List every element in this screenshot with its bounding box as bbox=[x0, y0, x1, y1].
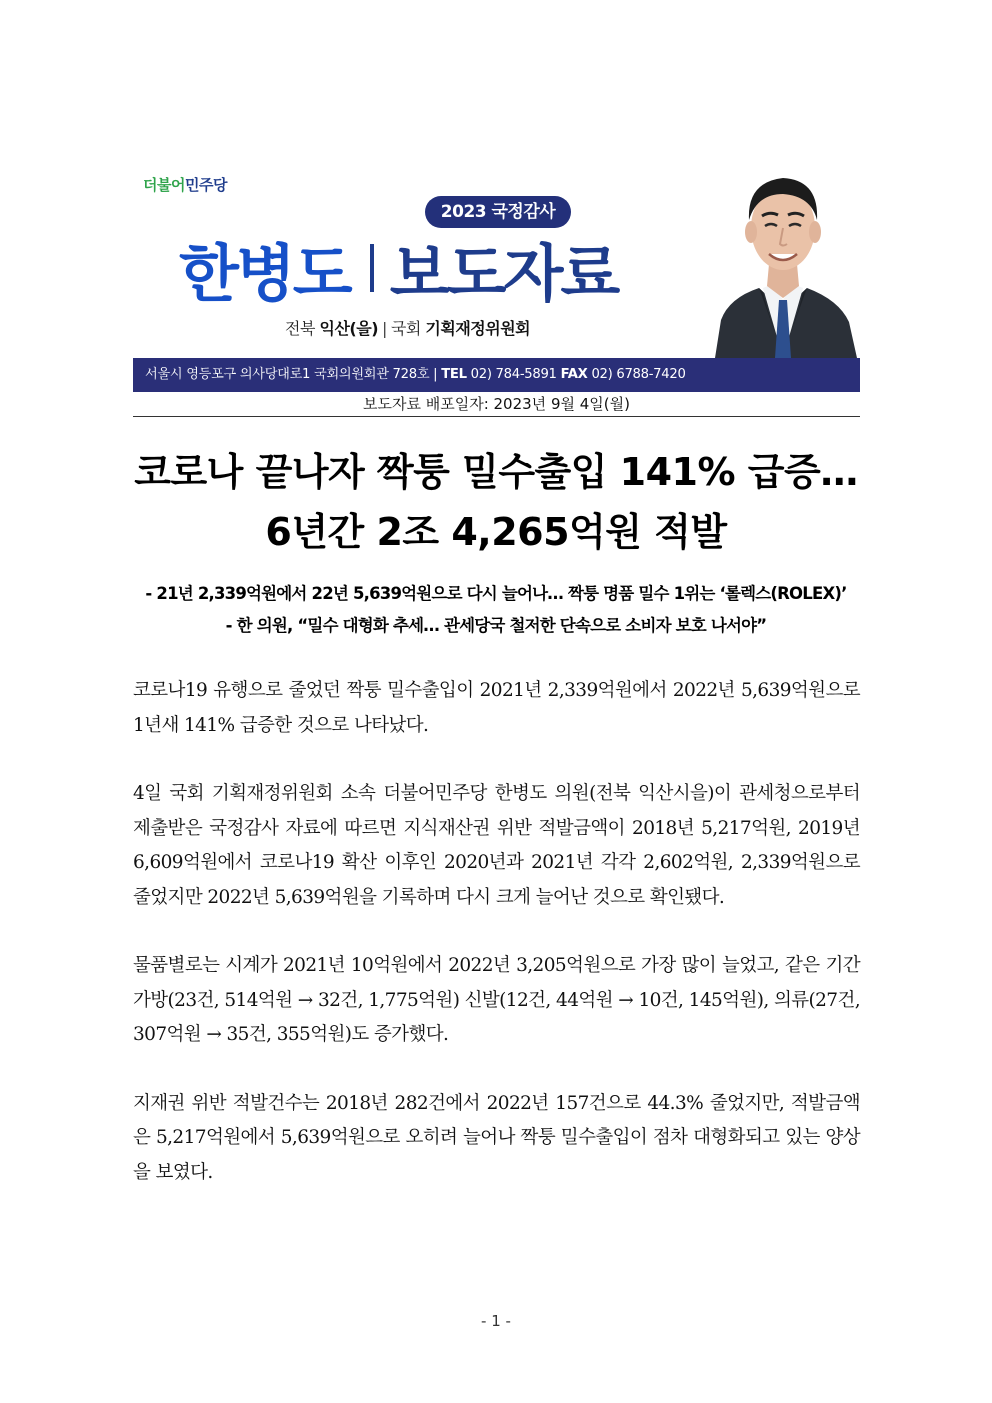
title-divider bbox=[370, 244, 374, 292]
release-date: 보도자료 배포일자: 2023년 9월 4일(월) bbox=[133, 392, 860, 417]
fax-number: 02) 6788-7420 bbox=[591, 367, 686, 382]
paragraph: 4일 국회 기획재정위원회 소속 더불어민주당 한병도 의원(전북 익산시을)이 관세청으로부터 제출받은 국정감사 자료에 따르면 지식재산권 위반 적발금액이 2018년 5,217억원, 2019년 6,609억원에서 코로나19 확산 이후인 2020년과 2021년 각각 2,602억원, 2,339억원으로 줄었지만 2022년 5,639억원을 기록하며 다시 크게 늘어난 것으로 확인됐다. bbox=[133, 783, 860, 908]
tel-number: 02) 784-5891 bbox=[470, 367, 557, 382]
party-logo: 더불어민주당 bbox=[143, 176, 227, 194]
paragraph: 지재권 위반 적발건수는 2018년 282건에서 2022년 157건으로 44.3% 줄었지만, 적발금액은 5,217억원에서 5,639억원으로 오히려 늘어나 짝퉁 밀수출입이 점차 대형화되고 있는 양상을 보였다. bbox=[133, 1092, 860, 1183]
headline-line-1: 코로나 끝나자 짝퉁 밀수출입 141% 급증… bbox=[134, 450, 858, 494]
paragraph: 코로나19 유행으로 줄었던 짝퉁 밀수출입이 2021년 2,339억원에서 2022년 5,639억원으로 1년새 141% 급증한 것으로 나타났다. bbox=[133, 680, 860, 736]
portrait-image bbox=[707, 160, 860, 358]
district: 익산(을) bbox=[319, 319, 379, 338]
doc-type-label: 보도자료 bbox=[389, 236, 618, 310]
office-address: 서울시 영등포구 의사당대로1 국회의원회관 728호 bbox=[145, 367, 430, 382]
committee: 기획재정위원회 bbox=[425, 319, 531, 338]
subheadings bbox=[110, 578, 882, 642]
district-committee: 전북 익산(을) | 국회 기획재정위원회 bbox=[285, 319, 531, 338]
article-body bbox=[133, 674, 860, 1224]
audit-badge: 2023 국정감사 bbox=[425, 196, 571, 228]
paragraph: 물품별로는 시계가 2021년 10억원에서 2022년 3,205억원으로 가장 많이 늘었고, 같은 기간 가방(23건, 514억원 → 32건, 1,775억원) 신발(12건, 44억원 → 10건, 145억원), 의류(27건, 307억원 → 35건, 355억원)도 증가했다. bbox=[133, 955, 860, 1045]
contact-bar: 서울시 영등포구 의사당대로1 국회의원회관 728호 | TEL 02) 784-5891 FAX 02) 6788-7420 bbox=[133, 358, 860, 392]
press-banner bbox=[133, 160, 860, 392]
lawmaker-name: 한병도 bbox=[179, 236, 350, 310]
headline-line-2: 6년간 2조 4,265억원 적발 bbox=[265, 510, 727, 554]
lawmaker-portrait bbox=[707, 160, 860, 358]
headline bbox=[100, 442, 892, 562]
subheading-1: - 21년 2,339억원에서 22년 5,639억원으로 다시 늘어나… 짝퉁 명품 밀수 1위는 ‘롤렉스(ROLEX)’ bbox=[145, 584, 847, 603]
subheading-2: - 한 의원, “밀수 대형화 추세… 관세당국 철저한 단속으로 소비자 보호 나서야” bbox=[225, 616, 767, 635]
banner-title bbox=[179, 230, 618, 310]
page-number: - 1 - bbox=[481, 1312, 511, 1330]
